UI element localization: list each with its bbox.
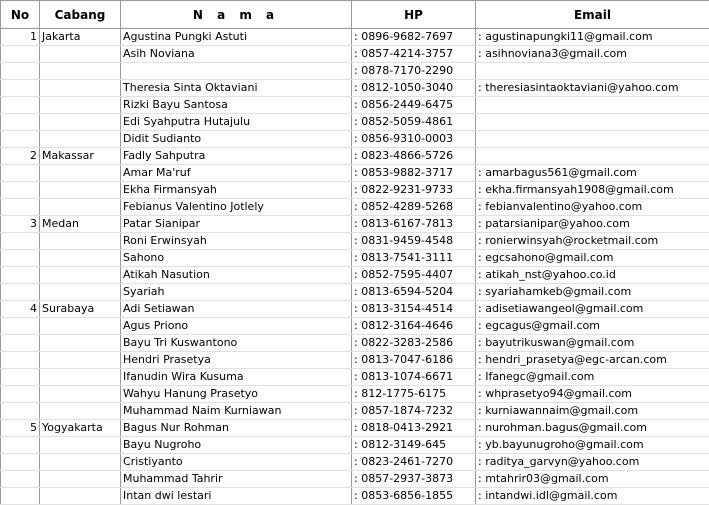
cell-nama[interactable]: Bayu Tri Kuswantono xyxy=(121,335,352,352)
cell-email[interactable] xyxy=(476,114,709,131)
cell-no[interactable] xyxy=(1,233,40,250)
cell-nama[interactable]: Muhammad Tahrir xyxy=(121,471,352,488)
cell-hp[interactable]: : 0813-7541-3111 xyxy=(352,250,476,267)
cell-hp[interactable]: : 0857-2937-3873 xyxy=(352,471,476,488)
cell-email[interactable] xyxy=(476,63,709,80)
cell-email[interactable]: : patarsianipar@yahoo.com xyxy=(476,216,709,233)
cell-cabang[interactable] xyxy=(40,63,121,80)
cell-cabang[interactable] xyxy=(40,284,121,301)
cell-nama[interactable]: Fadly Sahputra xyxy=(121,148,352,165)
cell-email[interactable]: : whprasetyo94@gmail.com xyxy=(476,386,709,403)
cell-email[interactable]: : agustinapungki11@gmail.com xyxy=(476,29,709,46)
cell-email[interactable]: : amarbagus561@gmail.com xyxy=(476,165,709,182)
cell-nama[interactable]: Asih Noviana xyxy=(121,46,352,63)
cell-no[interactable] xyxy=(1,63,40,80)
table-row xyxy=(1,352,709,369)
table-row xyxy=(1,403,709,420)
cell-nama[interactable]: Cristiyanto xyxy=(121,454,352,471)
table-row xyxy=(1,250,709,267)
cell-nama[interactable]: Wahyu Hanung Prasetyo xyxy=(121,386,352,403)
table-row xyxy=(1,148,709,165)
cell-email[interactable]: : febianvalentino@yahoo.com xyxy=(476,199,709,216)
cell-no[interactable] xyxy=(1,403,40,420)
cell-no[interactable] xyxy=(1,284,40,301)
cell-cabang[interactable] xyxy=(40,335,121,352)
cell-cabang[interactable]: Surabaya xyxy=(40,301,121,318)
cell-hp[interactable]: : 0896-9682-7697 xyxy=(352,29,476,46)
cell-cabang[interactable] xyxy=(40,233,121,250)
cell-cabang[interactable] xyxy=(40,488,121,505)
cell-email[interactable]: : ekha.firmansyah1908@gmail.com xyxy=(476,182,709,199)
table-row xyxy=(1,420,709,437)
cell-cabang[interactable] xyxy=(40,165,121,182)
table-row xyxy=(1,216,709,233)
header-nama[interactable]: N a m a xyxy=(121,1,352,29)
cell-cabang[interactable] xyxy=(40,182,121,199)
cell-hp[interactable]: : 0813-6594-5204 xyxy=(352,284,476,301)
cell-nama[interactable]: Theresia Sinta Oktaviani xyxy=(121,80,352,97)
table-row xyxy=(1,437,709,454)
cell-hp[interactable]: : 0857-1874-7232 xyxy=(352,403,476,420)
table-row xyxy=(1,80,709,97)
cell-no[interactable] xyxy=(1,335,40,352)
cell-nama[interactable]: Sahono xyxy=(121,250,352,267)
cell-nama[interactable]: Bayu Nugroho xyxy=(121,437,352,454)
cell-no[interactable] xyxy=(1,131,40,148)
cell-email[interactable]: : egcsahono@gmail.com xyxy=(476,250,709,267)
cell-hp[interactable]: : 0812-3149-645 xyxy=(352,437,476,454)
cell-no[interactable] xyxy=(1,267,40,284)
cell-cabang[interactable] xyxy=(40,454,121,471)
cell-cabang[interactable] xyxy=(40,403,121,420)
cell-no[interactable] xyxy=(1,454,40,471)
cell-email[interactable]: : mtahrir03@gmail.com xyxy=(476,471,709,488)
cell-hp[interactable]: : 0831-9459-4548 xyxy=(352,233,476,250)
cell-nama[interactable]: Adi Setiawan xyxy=(121,301,352,318)
table-row xyxy=(1,369,709,386)
table-row xyxy=(1,199,709,216)
cell-hp[interactable]: : 0857-4214-3757 xyxy=(352,46,476,63)
table-row xyxy=(1,267,709,284)
table-row xyxy=(1,284,709,301)
cell-no[interactable]: 1 xyxy=(1,29,40,46)
cell-hp[interactable]: : 0853-6856-1855 xyxy=(352,488,476,505)
cell-no[interactable] xyxy=(1,80,40,97)
table-row xyxy=(1,488,709,505)
cell-no[interactable] xyxy=(1,369,40,386)
cell-hp[interactable]: : 0878-7170-2290 xyxy=(352,63,476,80)
cell-hp[interactable]: : 0813-1074-6671 xyxy=(352,369,476,386)
cell-hp[interactable]: : 0813-3154-4514 xyxy=(352,301,476,318)
cell-email[interactable]: : Ifanegc@gmail.com xyxy=(476,369,709,386)
cell-email[interactable] xyxy=(476,148,709,165)
cell-nama[interactable]: Hendri Prasetya xyxy=(121,352,352,369)
cell-email[interactable] xyxy=(476,131,709,148)
cell-nama[interactable] xyxy=(121,63,352,80)
cell-nama[interactable]: Ifanudin Wira Kusuma xyxy=(121,369,352,386)
cell-nama[interactable]: Bagus Nur Rohman xyxy=(121,420,352,437)
cell-email[interactable] xyxy=(476,97,709,114)
cell-email[interactable]: : hendri_prasetya@egc-arcan.com xyxy=(476,352,709,369)
cell-cabang[interactable] xyxy=(40,80,121,97)
cell-cabang[interactable] xyxy=(40,318,121,335)
header-email[interactable]: Email xyxy=(476,1,709,29)
cell-cabang[interactable] xyxy=(40,352,121,369)
table-row xyxy=(1,233,709,250)
cell-email[interactable]: : atikah_nst@yahoo.co.id xyxy=(476,267,709,284)
cell-hp[interactable]: : 0818-0413-2921 xyxy=(352,420,476,437)
cell-hp[interactable]: : 0853-9882-3717 xyxy=(352,165,476,182)
cell-no[interactable] xyxy=(1,437,40,454)
cell-nama[interactable]: Atikah Nasution xyxy=(121,267,352,284)
table-row xyxy=(1,63,709,80)
cell-hp[interactable]: : 0813-6167-7813 xyxy=(352,216,476,233)
cell-hp[interactable]: : 0856-2449-6475 xyxy=(352,97,476,114)
cell-nama[interactable]: Febianus Valentino Jotlely xyxy=(121,199,352,216)
header-no[interactable]: No xyxy=(1,1,40,29)
cell-hp[interactable]: : 0822-3283-2586 xyxy=(352,335,476,352)
table-row xyxy=(1,182,709,199)
cell-email[interactable]: : syariahamkeb@gmail.com xyxy=(476,284,709,301)
cell-nama[interactable]: Roni Erwinsyah xyxy=(121,233,352,250)
header-cabang[interactable]: Cabang xyxy=(40,1,121,29)
cell-hp[interactable]: : 0823-2461-7270 xyxy=(352,454,476,471)
cell-email[interactable]: : nurohman.bagus@gmail.com xyxy=(476,420,709,437)
cell-cabang[interactable] xyxy=(40,386,121,403)
cell-cabang[interactable]: Makassar xyxy=(40,148,121,165)
cell-nama[interactable]: Muhammad Naim Kurniawan xyxy=(121,403,352,420)
cell-nama[interactable]: Rizki Bayu Santosa xyxy=(121,97,352,114)
cell-hp[interactable]: : 0856-9310-0003 xyxy=(352,131,476,148)
cell-no[interactable] xyxy=(1,182,40,199)
table-row xyxy=(1,165,709,182)
cell-cabang[interactable] xyxy=(40,97,121,114)
cell-nama[interactable]: Agus Priono xyxy=(121,318,352,335)
cell-email[interactable]: : adisetiawangeol@gmail.com xyxy=(476,301,709,318)
cell-email[interactable]: : yb.bayunugroho@gmail.com xyxy=(476,437,709,454)
cell-email[interactable]: : bayutrikuswan@gmail.com xyxy=(476,335,709,352)
table-row xyxy=(1,131,709,148)
cell-no[interactable] xyxy=(1,471,40,488)
cell-no[interactable] xyxy=(1,199,40,216)
cell-no[interactable] xyxy=(1,114,40,131)
cell-email[interactable]: : ronierwinsyah@rocketmail.com xyxy=(476,233,709,250)
cell-hp[interactable]: : 0812-3164-4646 xyxy=(352,318,476,335)
cell-nama[interactable]: Edi Syahputra Hutajulu xyxy=(121,114,352,131)
cell-no[interactable]: 2 xyxy=(1,148,40,165)
cell-cabang[interactable]: Jakarta xyxy=(40,29,121,46)
table-row xyxy=(1,301,709,318)
cell-hp[interactable]: : 0852-4289-5268 xyxy=(352,199,476,216)
cell-nama[interactable]: Didit Sudianto xyxy=(121,131,352,148)
cell-no[interactable] xyxy=(1,250,40,267)
cell-nama[interactable]: Ekha Firmansyah xyxy=(121,182,352,199)
cell-nama[interactable]: Agustina Pungki Astuti xyxy=(121,29,352,46)
cell-cabang[interactable] xyxy=(40,267,121,284)
cell-hp[interactable]: : 0813-7047-6186 xyxy=(352,352,476,369)
cell-cabang[interactable] xyxy=(40,199,121,216)
cell-no[interactable] xyxy=(1,46,40,63)
cell-no[interactable] xyxy=(1,165,40,182)
cell-email[interactable]: : intandwi.idl@gmail.com xyxy=(476,488,709,505)
header-row xyxy=(1,1,709,29)
table-row xyxy=(1,114,709,131)
cell-cabang[interactable]: Medan xyxy=(40,216,121,233)
cell-email[interactable]: : theresiasintaoktaviani@yahoo.com xyxy=(476,80,709,97)
table-row xyxy=(1,97,709,114)
cell-cabang[interactable] xyxy=(40,131,121,148)
cell-hp[interactable]: : 0823-4866-5726 xyxy=(352,148,476,165)
cell-email[interactable]: : kurniawannaim@gmail.com xyxy=(476,403,709,420)
cell-hp[interactable]: : 812-1775-6175 xyxy=(352,386,476,403)
table-row xyxy=(1,335,709,352)
table-row xyxy=(1,471,709,488)
cell-cabang[interactable] xyxy=(40,437,121,454)
table-body xyxy=(1,29,709,505)
cell-hp[interactable]: : 0852-5059-4861 xyxy=(352,114,476,131)
table-row xyxy=(1,46,709,63)
cell-cabang[interactable] xyxy=(40,369,121,386)
table-row xyxy=(1,318,709,335)
cell-no[interactable]: 5 xyxy=(1,420,40,437)
cell-no[interactable]: 4 xyxy=(1,301,40,318)
cell-cabang[interactable] xyxy=(40,46,121,63)
cell-cabang[interactable]: Yogyakarta xyxy=(40,420,121,437)
cell-no[interactable] xyxy=(1,352,40,369)
table-row xyxy=(1,454,709,471)
table-row xyxy=(1,386,709,403)
cell-no[interactable] xyxy=(1,318,40,335)
cell-nama[interactable]: Patar Sianipar xyxy=(121,216,352,233)
cell-no[interactable] xyxy=(1,97,40,114)
cell-cabang[interactable] xyxy=(40,471,121,488)
cell-email[interactable]: : raditya_garvyn@yahoo.com xyxy=(476,454,709,471)
cell-cabang[interactable] xyxy=(40,114,121,131)
cell-hp[interactable]: : 0822-9231-9733 xyxy=(352,182,476,199)
cell-nama[interactable]: Amar Ma'ruf xyxy=(121,165,352,182)
table-row xyxy=(1,29,709,46)
cell-nama[interactable]: Syariah xyxy=(121,284,352,301)
header-hp[interactable]: HP xyxy=(352,1,476,29)
cell-no[interactable] xyxy=(1,386,40,403)
cell-email[interactable]: : asihnoviana3@gmail.com xyxy=(476,46,709,63)
cell-email[interactable]: : egcagus@gmail.com xyxy=(476,318,709,335)
cell-hp[interactable]: : 0852-7595-4407 xyxy=(352,267,476,284)
cell-no[interactable]: 3 xyxy=(1,216,40,233)
cell-nama[interactable]: Intan dwi lestari xyxy=(121,488,352,505)
cell-no[interactable] xyxy=(1,488,40,505)
cell-hp[interactable]: : 0812-1050-3040 xyxy=(352,80,476,97)
cell-cabang[interactable] xyxy=(40,250,121,267)
